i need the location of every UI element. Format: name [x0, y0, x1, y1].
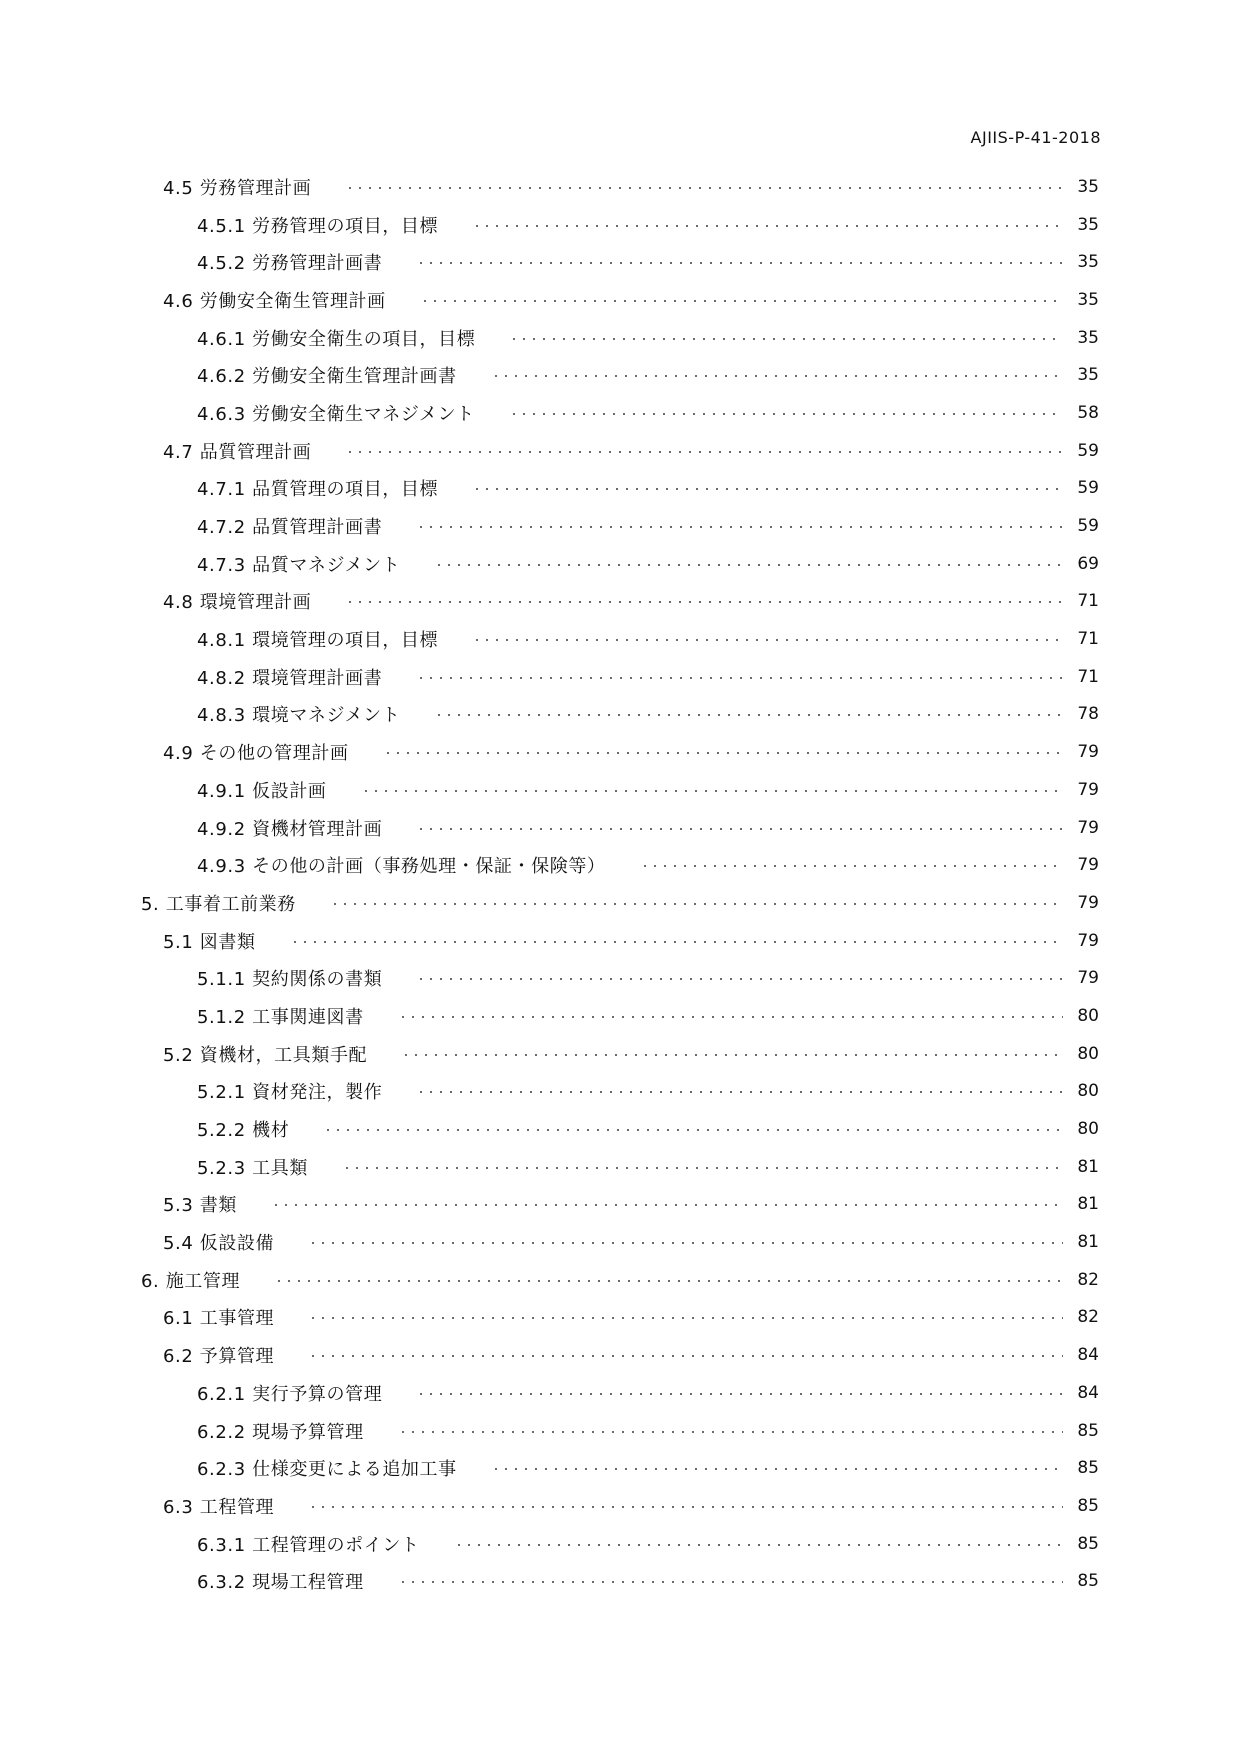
toc-entry-title: 6.3.1 工程管理のポイント	[197, 1534, 420, 1556]
toc-entry-page-number: 79	[1077, 817, 1099, 838]
dot-leader	[434, 714, 1063, 716]
toc-entry-title: 6.3.2 現場工程管理	[197, 1572, 364, 1594]
toc-entry-title: 5.2.3 工具類	[197, 1157, 308, 1179]
toc-entry-title: 6.3 工程管理	[163, 1496, 275, 1518]
toc-entry-page-number: 59	[1077, 516, 1099, 537]
toc-entry-title: 4.9.1 仮設計画	[197, 780, 327, 802]
toc-entry-title: 5.2.2 機材	[197, 1120, 290, 1142]
dot-leader	[416, 1091, 1063, 1093]
toc-entry-page-number: 80	[1077, 1005, 1099, 1026]
toc-entry-title: 5. 工事着工前業務	[141, 893, 296, 915]
dot-leader	[342, 1167, 1063, 1169]
toc-entry[interactable]	[0, 1412, 1241, 1450]
toc-entry-title: 5.1.2 工事関連図書	[197, 1006, 364, 1028]
toc-entry-title: 4.8.3 環境マネジメント	[197, 705, 401, 727]
toc-entry[interactable]	[0, 243, 1241, 281]
toc-entry-title: 4.7.3 品質マネジメント	[197, 554, 401, 576]
toc-entry-page-number: 85	[1077, 1571, 1099, 1592]
dot-leader	[308, 1242, 1063, 1244]
toc-entry[interactable]	[0, 545, 1241, 583]
dot-leader	[420, 300, 1063, 302]
toc-entry-page-number: 79	[1077, 892, 1099, 913]
dot-leader	[398, 1016, 1063, 1018]
toc-entry-page-number: 58	[1077, 402, 1099, 423]
toc-entry-page-number: 71	[1077, 591, 1099, 612]
toc-entry[interactable]	[0, 809, 1241, 847]
toc-entry-title: 4.9.3 その他の計画（事務処理・保証・保険等）	[197, 856, 606, 878]
toc-entry-page-number: 71	[1077, 629, 1099, 650]
dot-leader	[491, 375, 1063, 377]
toc-entry-page-number: 85	[1077, 1533, 1099, 1554]
dot-leader	[434, 564, 1063, 566]
toc-entry-title: 4.5.1 労務管理の項目，目標	[197, 215, 439, 237]
dot-leader	[308, 1317, 1063, 1319]
toc-entry-page-number: 35	[1077, 327, 1099, 348]
toc-entry-page-number: 78	[1077, 704, 1099, 725]
document-code: AJIIS-P-41-2018	[970, 128, 1101, 147]
table-of-contents	[0, 168, 1241, 1600]
toc-entry[interactable]	[0, 1449, 1241, 1487]
dot-leader	[345, 451, 1063, 453]
toc-entry-page-number: 80	[1077, 1081, 1099, 1102]
dot-leader	[274, 1280, 1063, 1282]
toc-entry[interactable]	[0, 1035, 1241, 1073]
dot-leader	[401, 1054, 1063, 1056]
toc-entry-title: 6. 施工管理	[141, 1270, 241, 1292]
dot-leader	[383, 752, 1063, 754]
toc-entry[interactable]	[0, 846, 1241, 884]
toc-entry-page-number: 35	[1077, 289, 1099, 310]
toc-entry-page-number: 59	[1077, 478, 1099, 499]
dot-leader	[454, 1544, 1063, 1546]
toc-entry-title: 4.5.2 労務管理計画書	[197, 253, 383, 275]
toc-entry-page-number: 85	[1077, 1458, 1099, 1479]
toc-entry-page-number: 85	[1077, 1495, 1099, 1516]
toc-entry-title: 6.2.3 仕様変更による追加工事	[197, 1459, 457, 1481]
toc-entry[interactable]	[0, 319, 1241, 357]
toc-entry[interactable]	[0, 658, 1241, 696]
dot-leader	[345, 187, 1063, 189]
dot-leader	[416, 978, 1063, 980]
toc-entry-page-number: 81	[1077, 1156, 1099, 1177]
toc-entry-page-number: 35	[1077, 252, 1099, 273]
toc-entry-title: 4.7.1 品質管理の項目，目標	[197, 479, 439, 501]
toc-entry-title: 4.9.2 資機材管理計画	[197, 818, 383, 840]
toc-entry-page-number: 82	[1077, 1307, 1099, 1328]
toc-entry[interactable]	[0, 432, 1241, 470]
dot-leader	[640, 865, 1063, 867]
toc-entry-page-number: 69	[1077, 553, 1099, 574]
dot-leader	[416, 828, 1063, 830]
dot-leader	[345, 601, 1063, 603]
toc-entry-title: 4.8.2 環境管理計画書	[197, 667, 383, 689]
toc-entry-title: 6.2 予算管理	[163, 1346, 275, 1368]
toc-entry-title: 5.2 資機材，工具類手配	[163, 1044, 368, 1066]
toc-entry[interactable]	[0, 922, 1241, 960]
toc-entry-page-number: 84	[1077, 1382, 1099, 1403]
toc-entry-page-number: 79	[1077, 930, 1099, 951]
toc-entry-page-number: 79	[1077, 855, 1099, 876]
dot-leader	[416, 677, 1063, 679]
toc-entry[interactable]	[0, 1336, 1241, 1374]
toc-entry[interactable]	[0, 470, 1241, 508]
toc-entry-page-number: 84	[1077, 1345, 1099, 1366]
toc-entry[interactable]	[0, 1186, 1241, 1224]
toc-entry-page-number: 81	[1077, 1232, 1099, 1253]
toc-entry-title: 6.1 工事管理	[163, 1308, 275, 1330]
dot-leader	[290, 941, 1063, 943]
dot-leader	[361, 790, 1063, 792]
dot-leader	[416, 262, 1063, 264]
toc-entry[interactable]	[0, 1073, 1241, 1111]
toc-entry-title: 5.1 図書類	[163, 931, 256, 953]
toc-entry-title: 4.6.1 労働安全衛生の項目，目標	[197, 328, 476, 350]
dot-leader	[308, 1506, 1063, 1508]
dot-leader	[472, 639, 1063, 641]
dot-leader	[472, 488, 1063, 490]
toc-entry-page-number: 80	[1077, 1043, 1099, 1064]
toc-entry-page-number: 35	[1077, 365, 1099, 386]
toc-entry-title: 5.3 書類	[163, 1195, 237, 1217]
toc-entry-page-number: 81	[1077, 1194, 1099, 1215]
toc-entry-title: 6.2.1 実行予算の管理	[197, 1383, 383, 1405]
toc-entry-page-number: 82	[1077, 1269, 1099, 1290]
toc-entry-page-number: 71	[1077, 666, 1099, 687]
toc-entry[interactable]	[0, 168, 1241, 206]
toc-entry[interactable]	[0, 206, 1241, 244]
dot-leader	[491, 1468, 1063, 1470]
toc-entry[interactable]	[0, 394, 1241, 432]
toc-entry[interactable]	[0, 997, 1241, 1035]
toc-entry[interactable]	[0, 1525, 1241, 1563]
toc-entry-page-number: 80	[1077, 1119, 1099, 1140]
toc-entry-title: 4.7.2 品質管理計画書	[197, 517, 383, 539]
toc-entry-title: 4.8 環境管理計画	[163, 592, 312, 614]
toc-entry[interactable]	[0, 959, 1241, 997]
toc-entry-page-number: 79	[1077, 968, 1099, 989]
toc-entry[interactable]	[0, 620, 1241, 658]
dot-leader	[398, 1431, 1063, 1433]
toc-entry[interactable]	[0, 1148, 1241, 1186]
toc-entry[interactable]	[0, 1299, 1241, 1337]
toc-entry[interactable]	[0, 507, 1241, 545]
toc-entry[interactable]	[0, 1261, 1241, 1299]
toc-entry-page-number: 79	[1077, 742, 1099, 763]
toc-entry-title: 4.6.3 労働安全衛生マネジメント	[197, 403, 475, 425]
toc-entry-page-number: 85	[1077, 1420, 1099, 1441]
dot-leader	[308, 1355, 1063, 1357]
toc-entry-page-number: 59	[1077, 440, 1099, 461]
toc-entry[interactable]	[0, 1223, 1241, 1261]
toc-entry[interactable]	[0, 696, 1241, 734]
toc-entry[interactable]	[0, 281, 1241, 319]
toc-entry[interactable]	[0, 583, 1241, 621]
toc-entry-title: 4.7 品質管理計画	[163, 441, 312, 463]
toc-entry-title: 4.8.1 環境管理の項目，目標	[197, 630, 439, 652]
dot-leader	[416, 1393, 1063, 1395]
toc-entry-page-number: 35	[1077, 176, 1099, 197]
toc-entry[interactable]	[0, 1374, 1241, 1412]
toc-entry-title: 5.1.1 契約関係の書類	[197, 969, 383, 991]
dot-leader	[472, 225, 1063, 227]
dot-leader	[323, 1129, 1063, 1131]
toc-entry[interactable]	[0, 771, 1241, 809]
toc-entry-title: 4.5 労務管理計画	[163, 177, 312, 199]
toc-entry[interactable]	[0, 1487, 1241, 1525]
toc-entry-title: 5.4 仮設設備	[163, 1233, 275, 1255]
toc-entry-title: 4.9 その他の管理計画	[163, 743, 349, 765]
dot-leader	[271, 1204, 1063, 1206]
toc-entry-title: 5.2.1 資材発注，製作	[197, 1082, 383, 1104]
dot-leader	[509, 338, 1063, 340]
dot-leader	[416, 526, 1063, 528]
toc-entry-page-number: 79	[1077, 779, 1099, 800]
toc-entry-title: 4.6 労働安全衛生管理計画	[163, 290, 386, 312]
toc-entry[interactable]	[0, 1110, 1241, 1148]
toc-entry-page-number: 35	[1077, 214, 1099, 235]
toc-entry-title: 6.2.2 現場予算管理	[197, 1421, 364, 1443]
toc-entry[interactable]	[0, 356, 1241, 394]
toc-entry-title: 4.6.2 労働安全衛生管理計画書	[197, 366, 457, 388]
dot-leader	[509, 413, 1063, 415]
dot-leader	[330, 903, 1063, 905]
toc-entry[interactable]	[0, 884, 1241, 922]
toc-entry[interactable]	[0, 733, 1241, 771]
dot-leader	[398, 1581, 1063, 1583]
toc-entry[interactable]	[0, 1562, 1241, 1600]
